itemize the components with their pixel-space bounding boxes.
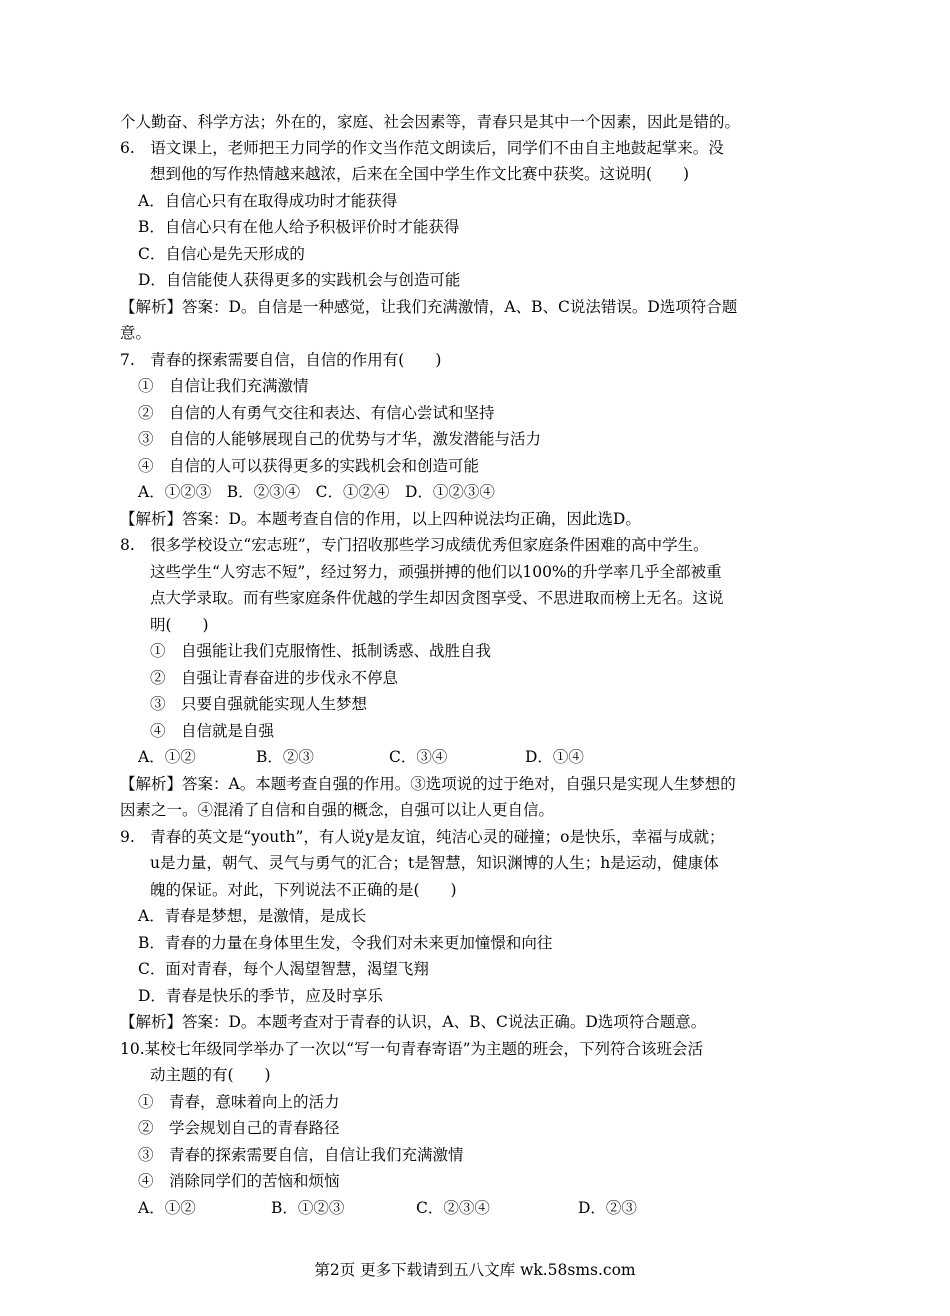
statement-4: ④ 自信的人可以获得更多的实践机会和创造可能 — [138, 457, 480, 475]
statement-2: ② 自信的人有勇气交往和表达、有信心尝试和坚持 — [138, 404, 495, 422]
option-a: A．①② — [138, 748, 196, 766]
option-c: C．面对青春，每个人渴望智慧，渴望飞翔 — [138, 960, 429, 978]
option-d: D．青春是快乐的季节，应及时享乐 — [138, 987, 383, 1005]
analysis: 【解析】答案：D。自信是一种感觉，让我们充满激情，A、B、C说法错误。D选项符合题 — [120, 298, 738, 316]
statement-3: ③ 只要自强就能实现人生梦想 — [150, 695, 368, 713]
question-7: 7. 青春的探索需要自信，自信的作用有( ) — [120, 351, 442, 369]
statement-3: ③ 自信的人能够展现自己的优势与才华，激发潜能与活力 — [138, 430, 542, 448]
text-line: 个人勤奋、科学方法；外在的，家庭、社会因素等，青春只是其中一个因素，因此是错的。 — [120, 113, 741, 131]
option-a: A．青春是梦想，是激情，是成长 — [138, 907, 367, 925]
option-a: A．自信心只有在取得成功时才能获得 — [138, 192, 398, 210]
text-line: 想到他的写作热情越来越浓，后来在全国中学生作文比赛中获奖。这说明( ) — [150, 165, 690, 183]
text-line: u是力量，朝气、灵气与勇气的汇合；t是智慧，知识渊博的人生；h是运动，健康体 — [150, 854, 719, 872]
options-line — [138, 1197, 637, 1219]
options-line: A．①②③ B．②③④ C．①②④ D．①②③④ — [138, 483, 495, 501]
statement-4: ④ 自信就是自强 — [150, 722, 275, 740]
statement-4: ④ 消除同学们的苦恼和烦恼 — [138, 1172, 340, 1190]
text-line: 动主题的有( ) — [150, 1066, 271, 1084]
statement-2: ② 自强让青春奋进的步伐永不停息 — [150, 669, 399, 687]
text-line: 因素之一。④混淆了自信和自强的概念，自强可以让人更自信。 — [120, 801, 555, 819]
question-6: 6. 语文课上，老师把王力同学的作文当作范文朗读后，同学们不由自主地鼓起掌来。没 — [120, 139, 724, 157]
page-footer: 第2页 更多下载请到五八文库 wk.58sms.com — [314, 1261, 636, 1279]
question-8: 8. 很多学校设立“宏志班”，专门招收那些学习成绩优秀但家庭条件困难的高中学生。 — [120, 536, 709, 554]
analysis: 【解析】答案：D。本题考查自信的作用，以上四种说法均正确，因此选D。 — [120, 510, 641, 528]
text-line: 这些学生“人穷志不短”，经过努力，顽强拼搏的他们以100%的升学率几乎全部被重 — [150, 563, 722, 581]
option-a: A．①② — [138, 1199, 196, 1217]
option-b: B．自信心只有在他人给予积极评价时才能获得 — [138, 218, 460, 236]
option-b: B．①②③ — [271, 1199, 345, 1217]
statement-1: ① 青春，意味着向上的活力 — [138, 1093, 340, 1111]
statement-3: ③ 青春的探索需要自信，自信让我们充满激情 — [138, 1146, 464, 1164]
text-line: 点大学录取。而有些家庭条件优越的学生却因贪图享受、不思进取而榜上无名。这说 — [150, 589, 724, 607]
option-d: D．自信能使人获得更多的实践机会与创造可能 — [138, 271, 461, 289]
question-10: 10.某校七年级同学举办了一次以“写一句青春寄语”为主题的班会，下列符合该班会活 — [120, 1040, 704, 1058]
statement-1: ① 自信让我们充满激情 — [138, 377, 309, 395]
option-d: D．①④ — [525, 748, 584, 766]
option-c: C．③④ — [389, 748, 448, 766]
statement-1: ① 自强能让我们克服惰性、抵制诱惑、战胜自我 — [150, 642, 492, 660]
option-c: C．②③④ — [416, 1199, 490, 1217]
option-b: B．②③ — [256, 748, 314, 766]
analysis: 【解析】答案：D。本题考查对于青春的认识，A、B、C说法正确。D选项符合题意。 — [120, 1013, 707, 1031]
analysis: 【解析】答案：A。本题考查自强的作用。③选项说的过于绝对，自强只是实现人生梦想的 — [120, 775, 736, 793]
question-9: 9. 青春的英文是“youth”，有人说y是友谊，纯洁心灵的碰撞；o是快乐，幸福与成就； — [120, 828, 725, 846]
options-line — [138, 746, 584, 768]
text-line: 意。 — [120, 324, 152, 342]
option-d: D．②③ — [578, 1199, 637, 1217]
statement-2: ② 学会规划自己的青春路径 — [138, 1119, 340, 1137]
text-line: 明( ) — [150, 616, 209, 634]
text-line: 魄的保证。对此，下列说法不正确的是( ) — [150, 881, 457, 899]
option-b: B．青春的力量在身体里生发，令我们对未来更加憧憬和向往 — [138, 934, 553, 952]
option-c: C．自信心是先天形成的 — [138, 245, 305, 263]
